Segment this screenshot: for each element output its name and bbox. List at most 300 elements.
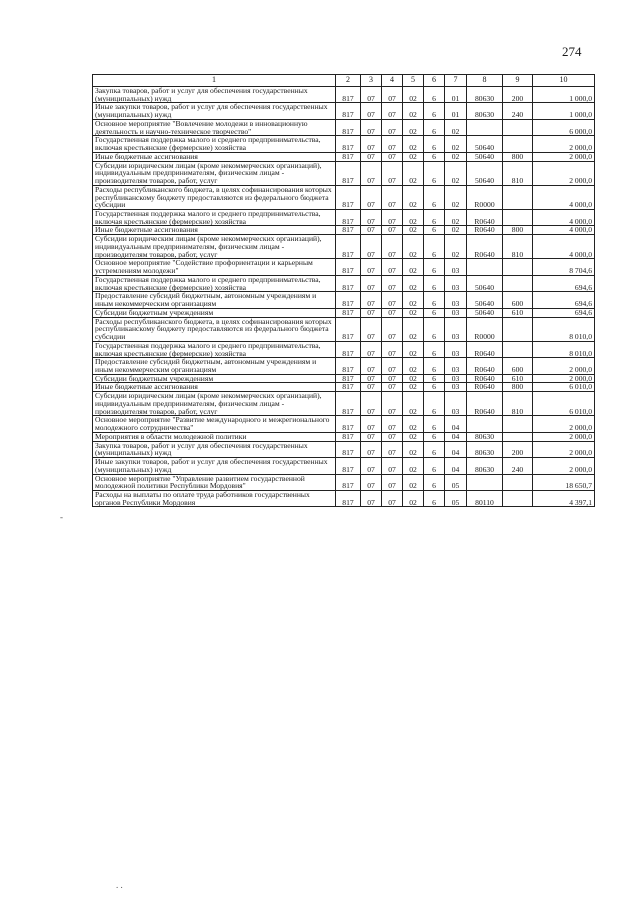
header-cell: 8: [467, 75, 503, 87]
header-cell: 4: [382, 75, 403, 87]
row-name-cell: Закупка товаров, работ и услуг для обеспечения государственных (муниципальных) нужд: [93, 87, 336, 103]
row-code-cell: 07: [382, 226, 403, 235]
page-number: 274: [562, 44, 582, 59]
header-cell: 7: [445, 75, 467, 87]
row-code-cell: [467, 259, 503, 275]
row-code-cell: 03: [445, 292, 467, 308]
row-sum-cell: 4 397,1: [533, 490, 595, 506]
row-code-cell: 817: [336, 341, 361, 357]
row-code-cell: 817: [336, 226, 361, 235]
row-code-cell: 6: [424, 490, 445, 506]
row-name-cell: Расходы республиканского бюджета, в целях софинансирования которых республиканскому бюджету предоставляются из федерального бюджета субсидии: [93, 185, 336, 209]
row-code-cell: [503, 259, 533, 275]
row-code-cell: [503, 432, 533, 441]
row-code-cell: 800: [503, 226, 533, 235]
row-code-cell: 240: [503, 458, 533, 474]
row-code-cell: [467, 119, 503, 135]
row-code-cell: 6: [424, 292, 445, 308]
row-code-cell: 07: [382, 458, 403, 474]
row-code-cell: 6: [424, 374, 445, 383]
row-code-cell: 610: [503, 308, 533, 317]
row-code-cell: R0640: [467, 235, 503, 259]
row-code-cell: 07: [361, 275, 382, 291]
row-code-cell: 02: [445, 210, 467, 226]
row-code-cell: 810: [503, 235, 533, 259]
row-code-cell: 02: [445, 161, 467, 185]
row-code-cell: 02: [445, 152, 467, 161]
row-code-cell: [503, 185, 533, 209]
table-row: [93, 152, 595, 161]
row-code-cell: 03: [445, 358, 467, 374]
row-code-cell: 02: [445, 119, 467, 135]
table-row: [93, 441, 595, 457]
row-sum-cell: 4 000,0: [533, 226, 595, 235]
row-code-cell: 02: [403, 292, 424, 308]
header-cell: 3: [361, 75, 382, 87]
row-code-cell: R0000: [467, 185, 503, 209]
row-name-cell: Государственная поддержка малого и среднего предпринимательства, включая крестьянские (фермерские) хозяйства: [93, 210, 336, 226]
row-code-cell: 600: [503, 358, 533, 374]
row-name-cell: Субсидии бюджетным учреждениям: [93, 308, 336, 317]
table-row: [93, 235, 595, 259]
row-code-cell: 02: [403, 474, 424, 490]
row-code-cell: 02: [403, 185, 424, 209]
row-code-cell: 817: [336, 161, 361, 185]
table-row: [93, 490, 595, 506]
row-code-cell: 6: [424, 87, 445, 103]
row-code-cell: 03: [445, 374, 467, 383]
row-code-cell: 817: [336, 292, 361, 308]
table-row: [93, 383, 595, 392]
row-code-cell: 817: [336, 308, 361, 317]
row-code-cell: 03: [445, 383, 467, 392]
row-code-cell: 02: [403, 441, 424, 457]
row-code-cell: 07: [361, 458, 382, 474]
table-row: [93, 317, 595, 341]
row-code-cell: 80630: [467, 103, 503, 119]
row-code-cell: 02: [445, 136, 467, 152]
row-code-cell: 6: [424, 210, 445, 226]
row-code-cell: 07: [382, 152, 403, 161]
row-code-cell: 817: [336, 87, 361, 103]
row-code-cell: 6: [424, 392, 445, 416]
table-row: [93, 226, 595, 235]
row-code-cell: 07: [382, 416, 403, 432]
row-code-cell: 817: [336, 103, 361, 119]
row-code-cell: 6: [424, 152, 445, 161]
row-code-cell: 817: [336, 441, 361, 457]
row-code-cell: 6: [424, 136, 445, 152]
row-sum-cell: 2 000,0: [533, 358, 595, 374]
row-sum-cell: 8 010,0: [533, 317, 595, 341]
row-code-cell: 6: [424, 474, 445, 490]
table-row: [93, 308, 595, 317]
row-code-cell: R0000: [467, 317, 503, 341]
row-code-cell: 6: [424, 416, 445, 432]
row-code-cell: 02: [445, 235, 467, 259]
row-code-cell: 200: [503, 87, 533, 103]
row-code-cell: 817: [336, 185, 361, 209]
row-code-cell: 07: [361, 308, 382, 317]
table-row: [93, 458, 595, 474]
row-code-cell: 03: [445, 308, 467, 317]
table-row: [93, 358, 595, 374]
row-code-cell: 6: [424, 226, 445, 235]
row-name-cell: Государственная поддержка малого и среднего предпринимательства, включая крестьянские (фермерские) хозяйства: [93, 341, 336, 357]
row-code-cell: 817: [336, 275, 361, 291]
row-code-cell: 817: [336, 416, 361, 432]
table-row: [93, 210, 595, 226]
row-code-cell: 07: [361, 87, 382, 103]
header-cell: 5: [403, 75, 424, 87]
header-cell: 6: [424, 75, 445, 87]
row-code-cell: 07: [382, 119, 403, 135]
row-code-cell: 07: [361, 374, 382, 383]
row-name-cell: Иные бюджетные ассигнования: [93, 152, 336, 161]
row-code-cell: 02: [403, 226, 424, 235]
table-row: [93, 416, 595, 432]
row-code-cell: 07: [382, 87, 403, 103]
row-code-cell: 810: [503, 161, 533, 185]
table-row: [93, 103, 595, 119]
row-name-cell: Иные закупки товаров, работ и услуг для обеспечения государственных (муниципальных) нужд: [93, 458, 336, 474]
row-code-cell: 07: [382, 185, 403, 209]
row-sum-cell: 6 000,0: [533, 119, 595, 135]
row-code-cell: 07: [382, 383, 403, 392]
row-code-cell: 07: [382, 292, 403, 308]
row-code-cell: 50640: [467, 152, 503, 161]
row-code-cell: 02: [403, 210, 424, 226]
row-name-cell: Основное мероприятие "Управление развитием государственной молодежной политики Республики Мордовия": [93, 474, 336, 490]
row-code-cell: 02: [403, 308, 424, 317]
header-cell: 2: [336, 75, 361, 87]
row-name-cell: Субсидии юридическим лицам (кроме некоммерческих организаций), индивидуальным предпринимателям, физическим лицам - производителям товаров, работ, услуг: [93, 161, 336, 185]
row-code-cell: 03: [445, 317, 467, 341]
row-code-cell: 817: [336, 490, 361, 506]
row-code-cell: 6: [424, 259, 445, 275]
row-code-cell: 07: [382, 432, 403, 441]
row-sum-cell: 4 000,0: [533, 210, 595, 226]
row-code-cell: 817: [336, 374, 361, 383]
table-row: [93, 136, 595, 152]
row-code-cell: 07: [361, 474, 382, 490]
row-name-cell: Субсидии бюджетным учреждениям: [93, 374, 336, 383]
row-code-cell: 07: [361, 292, 382, 308]
row-code-cell: 02: [403, 119, 424, 135]
row-code-cell: 817: [336, 210, 361, 226]
row-code-cell: R0640: [467, 341, 503, 357]
row-code-cell: 07: [361, 103, 382, 119]
row-code-cell: R0640: [467, 226, 503, 235]
row-code-cell: 02: [403, 383, 424, 392]
row-code-cell: R0640: [467, 358, 503, 374]
row-name-cell: Предоставление субсидий бюджетным, автономным учреждениям и иным некоммерческим организациям: [93, 358, 336, 374]
row-sum-cell: 2 000,0: [533, 152, 595, 161]
row-sum-cell: 694,6: [533, 275, 595, 291]
row-code-cell: 6: [424, 317, 445, 341]
row-sum-cell: 18 650,7: [533, 474, 595, 490]
row-code-cell: 02: [403, 490, 424, 506]
row-code-cell: 02: [403, 152, 424, 161]
row-code-cell: 02: [403, 235, 424, 259]
row-code-cell: 6: [424, 383, 445, 392]
header-row: [93, 75, 595, 87]
row-code-cell: 07: [361, 185, 382, 209]
row-code-cell: 6: [424, 185, 445, 209]
row-code-cell: 01: [445, 87, 467, 103]
row-code-cell: 07: [361, 358, 382, 374]
row-code-cell: 05: [445, 490, 467, 506]
row-code-cell: 50640: [467, 275, 503, 291]
row-code-cell: 02: [403, 416, 424, 432]
row-sum-cell: 2 000,0: [533, 416, 595, 432]
row-sum-cell: 694,6: [533, 292, 595, 308]
row-code-cell: 02: [403, 374, 424, 383]
row-code-cell: 810: [503, 392, 533, 416]
row-code-cell: 07: [382, 103, 403, 119]
row-code-cell: 02: [403, 358, 424, 374]
row-code-cell: 817: [336, 358, 361, 374]
table-body: [93, 87, 595, 507]
row-code-cell: 03: [445, 392, 467, 416]
table-row: [93, 292, 595, 308]
row-code-cell: [503, 490, 533, 506]
row-code-cell: 07: [382, 136, 403, 152]
header-cell: 9: [503, 75, 533, 87]
row-code-cell: 817: [336, 235, 361, 259]
row-code-cell: [503, 317, 533, 341]
row-code-cell: 817: [336, 432, 361, 441]
row-code-cell: [467, 416, 503, 432]
row-code-cell: 07: [361, 490, 382, 506]
row-sum-cell: 2 000,0: [533, 441, 595, 457]
row-code-cell: 6: [424, 103, 445, 119]
row-code-cell: 07: [361, 432, 382, 441]
row-code-cell: 04: [445, 416, 467, 432]
row-code-cell: 07: [361, 383, 382, 392]
table-row: [93, 259, 595, 275]
header-cell: 1: [93, 75, 336, 87]
row-code-cell: 02: [445, 185, 467, 209]
table-row: [93, 374, 595, 383]
row-code-cell: 03: [445, 341, 467, 357]
row-code-cell: 817: [336, 383, 361, 392]
row-code-cell: 05: [445, 474, 467, 490]
row-code-cell: [503, 275, 533, 291]
row-code-cell: 07: [382, 341, 403, 357]
row-name-cell: Мероприятия в области молодежной политики: [93, 432, 336, 441]
row-name-cell: Иные бюджетные ассигнования: [93, 226, 336, 235]
budget-table: [92, 74, 595, 507]
table-row: [93, 119, 595, 135]
row-code-cell: 240: [503, 103, 533, 119]
row-code-cell: 610: [503, 374, 533, 383]
row-code-cell: 02: [403, 432, 424, 441]
row-code-cell: 07: [361, 317, 382, 341]
row-code-cell: 04: [445, 458, 467, 474]
row-code-cell: [503, 119, 533, 135]
row-name-cell: Основное мероприятие "Содействие профориентации и карьерным устремлениям молодежи": [93, 259, 336, 275]
row-code-cell: [503, 474, 533, 490]
row-code-cell: 6: [424, 341, 445, 357]
row-code-cell: 800: [503, 152, 533, 161]
scan-mark: -: [60, 512, 63, 522]
row-code-cell: 07: [361, 119, 382, 135]
row-code-cell: 6: [424, 441, 445, 457]
row-code-cell: R0640: [467, 383, 503, 392]
row-code-cell: 50640: [467, 161, 503, 185]
row-sum-cell: 2 000,0: [533, 432, 595, 441]
row-code-cell: 07: [382, 392, 403, 416]
row-code-cell: 50640: [467, 136, 503, 152]
row-code-cell: R0640: [467, 210, 503, 226]
row-sum-cell: 8 010,0: [533, 341, 595, 357]
row-code-cell: 02: [403, 392, 424, 416]
row-code-cell: 03: [445, 275, 467, 291]
row-code-cell: 02: [403, 275, 424, 291]
row-code-cell: 07: [361, 226, 382, 235]
row-code-cell: [503, 341, 533, 357]
row-code-cell: 02: [403, 458, 424, 474]
row-code-cell: 02: [445, 226, 467, 235]
row-code-cell: 07: [361, 152, 382, 161]
row-sum-cell: 4 000,0: [533, 185, 595, 209]
row-code-cell: 07: [382, 317, 403, 341]
row-code-cell: 02: [403, 136, 424, 152]
table-row: [93, 392, 595, 416]
row-code-cell: 6: [424, 235, 445, 259]
row-code-cell: 817: [336, 392, 361, 416]
row-name-cell: Расходы на выплаты по оплате труда работников государственных органов Республики Мордовия: [93, 490, 336, 506]
row-code-cell: 03: [445, 259, 467, 275]
row-code-cell: R0640: [467, 374, 503, 383]
row-code-cell: 07: [382, 358, 403, 374]
row-name-cell: Иные бюджетные ассигнования: [93, 383, 336, 392]
row-code-cell: 50640: [467, 292, 503, 308]
row-code-cell: 6: [424, 161, 445, 185]
row-code-cell: 6: [424, 358, 445, 374]
row-sum-cell: 2 000,0: [533, 161, 595, 185]
row-sum-cell: 694,6: [533, 308, 595, 317]
row-code-cell: 07: [382, 235, 403, 259]
row-name-cell: Иные закупки товаров, работ и услуг для обеспечения государственных (муниципальных) нужд: [93, 103, 336, 119]
row-code-cell: 80630: [467, 441, 503, 457]
row-code-cell: 07: [361, 441, 382, 457]
row-name-cell: Субсидии юридическим лицам (кроме некоммерческих организаций), индивидуальным предпринимателям, физическим лицам - производителям товаров, работ, услуг: [93, 392, 336, 416]
row-sum-cell: 2 000,0: [533, 374, 595, 383]
row-code-cell: 02: [403, 161, 424, 185]
row-code-cell: 07: [382, 275, 403, 291]
row-code-cell: 817: [336, 152, 361, 161]
row-sum-cell: 6 010,0: [533, 383, 595, 392]
row-code-cell: 07: [382, 210, 403, 226]
row-code-cell: 07: [382, 259, 403, 275]
row-code-cell: 817: [336, 136, 361, 152]
row-code-cell: 50640: [467, 308, 503, 317]
row-name-cell: Государственная поддержка малого и среднего предпринимательства, включая крестьянские (фермерские) хозяйства: [93, 136, 336, 152]
row-name-cell: Субсидии юридическим лицам (кроме некоммерческих организаций), индивидуальным предпринимателям, физическим лицам - производителям товаров, работ, услуг: [93, 235, 336, 259]
row-code-cell: 6: [424, 432, 445, 441]
row-name-cell: Закупка товаров, работ и услуг для обеспечения государственных (муниципальных) нужд: [93, 441, 336, 457]
table-row: [93, 185, 595, 209]
row-code-cell: 07: [361, 416, 382, 432]
scan-mark: . .: [116, 880, 123, 890]
row-code-cell: 02: [403, 259, 424, 275]
row-code-cell: 07: [382, 161, 403, 185]
row-name-cell: Основное мероприятие "Развитие международного и межрегионального молодежного сотрудничества": [93, 416, 336, 432]
row-code-cell: 800: [503, 383, 533, 392]
row-code-cell: 80630: [467, 87, 503, 103]
row-name-cell: Государственная поддержка малого и среднего предпринимательства, включая крестьянские (фермерские) хозяйства: [93, 275, 336, 291]
row-code-cell: 07: [382, 441, 403, 457]
row-code-cell: 07: [382, 474, 403, 490]
row-code-cell: 07: [382, 308, 403, 317]
table-row: [93, 474, 595, 490]
row-code-cell: 02: [403, 317, 424, 341]
table-row: [93, 161, 595, 185]
row-code-cell: 817: [336, 259, 361, 275]
row-code-cell: 6: [424, 275, 445, 291]
row-code-cell: 04: [445, 441, 467, 457]
row-code-cell: R0640: [467, 392, 503, 416]
row-code-cell: 07: [361, 235, 382, 259]
row-code-cell: 07: [361, 259, 382, 275]
row-code-cell: 07: [382, 374, 403, 383]
row-code-cell: 80630: [467, 432, 503, 441]
table-row: [93, 432, 595, 441]
row-sum-cell: 2 000,0: [533, 458, 595, 474]
row-code-cell: 07: [382, 490, 403, 506]
row-sum-cell: 2 000,0: [533, 136, 595, 152]
row-code-cell: 80630: [467, 458, 503, 474]
row-name-cell: Расходы республиканского бюджета, в целях софинансирования которых республиканскому бюджету предоставляются из федерального бюджета субсидии: [93, 317, 336, 341]
row-code-cell: 07: [361, 392, 382, 416]
row-code-cell: 01: [445, 103, 467, 119]
row-sum-cell: 4 000,0: [533, 235, 595, 259]
row-code-cell: 07: [361, 161, 382, 185]
row-code-cell: [503, 416, 533, 432]
row-code-cell: 80110: [467, 490, 503, 506]
row-code-cell: 6: [424, 458, 445, 474]
row-code-cell: 200: [503, 441, 533, 457]
row-code-cell: 02: [403, 341, 424, 357]
table-row: [93, 87, 595, 103]
row-code-cell: 6: [424, 119, 445, 135]
row-code-cell: 02: [403, 103, 424, 119]
table-row: [93, 275, 595, 291]
row-code-cell: 6: [424, 308, 445, 317]
row-code-cell: 07: [361, 210, 382, 226]
row-code-cell: 817: [336, 317, 361, 341]
row-code-cell: [467, 474, 503, 490]
table-row: [93, 341, 595, 357]
row-code-cell: 817: [336, 474, 361, 490]
row-code-cell: 817: [336, 119, 361, 135]
row-sum-cell: 1 000,0: [533, 103, 595, 119]
row-code-cell: 600: [503, 292, 533, 308]
row-code-cell: [503, 210, 533, 226]
row-sum-cell: 1 000,0: [533, 87, 595, 103]
row-code-cell: 817: [336, 458, 361, 474]
row-code-cell: 02: [403, 87, 424, 103]
row-code-cell: 07: [361, 341, 382, 357]
row-name-cell: Предоставление субсидий бюджетным, автономным учреждениям и иным некоммерческим организациям: [93, 292, 336, 308]
row-code-cell: 04: [445, 432, 467, 441]
row-code-cell: 07: [361, 136, 382, 152]
row-sum-cell: 6 010,0: [533, 392, 595, 416]
header-cell: 10: [533, 75, 595, 87]
row-sum-cell: 8 704,6: [533, 259, 595, 275]
